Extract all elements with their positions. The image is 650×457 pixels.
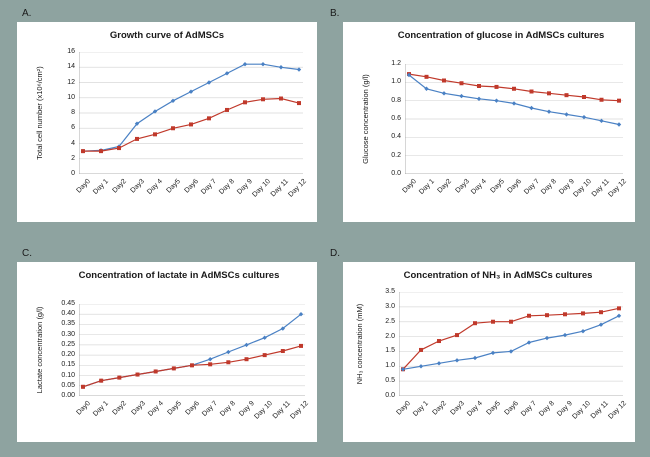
x-tick-label: Day 4: [146, 178, 164, 196]
plot-svg: [79, 52, 303, 174]
x-tick-label: Day 7: [522, 178, 541, 196]
x-tick-label: Day 10: [251, 178, 272, 199]
plot-area: [79, 304, 305, 396]
y-tick-label: 4: [71, 139, 75, 147]
x-tick-label: Day0: [395, 400, 412, 417]
data-point-red: [509, 320, 513, 324]
x-tick-label: Day5: [485, 400, 502, 417]
data-point-blue: [529, 106, 533, 110]
series-line-red: [403, 308, 619, 369]
plot-svg: [399, 292, 623, 396]
y-tick-label: 3.0: [385, 302, 395, 310]
data-point-blue: [564, 112, 568, 116]
data-point-blue: [494, 98, 498, 102]
x-tick-label: Day 8: [218, 178, 236, 196]
x-tick-label: Day 1: [417, 178, 436, 196]
x-tick-label: Day 9: [237, 400, 256, 418]
data-point-blue: [208, 357, 212, 361]
data-point-blue: [617, 314, 621, 318]
x-tick-label: Day0: [75, 400, 92, 417]
y-tick-label: 0.0: [385, 392, 395, 399]
y-tick-label: 0.6: [391, 115, 401, 122]
data-point-red: [171, 126, 175, 130]
data-point-red: [172, 366, 176, 370]
plot-area: [79, 52, 303, 174]
x-tick-label: Day2: [111, 400, 129, 417]
panel-a: [17, 22, 317, 222]
y-tick-label: 12: [67, 78, 75, 86]
data-point-red: [279, 97, 283, 101]
data-point-blue: [512, 101, 516, 105]
x-tick-label: Day 4: [466, 400, 484, 418]
data-point-blue: [279, 65, 283, 69]
x-tick-label: Day3: [449, 400, 466, 417]
y-tick-label: 6: [71, 124, 75, 132]
x-tick-label: Day 10: [571, 400, 592, 421]
x-tick-label: Day3: [453, 178, 471, 195]
data-point-red: [153, 132, 157, 136]
x-tick-label: Day 12: [607, 178, 628, 199]
x-tick-label: Day 11: [271, 400, 292, 421]
y-axis-title: NH₃ concentration (mM): [355, 303, 364, 385]
x-tick-label: Day6: [184, 400, 201, 417]
y-tick-label: 0.2: [391, 151, 401, 159]
data-point-red: [207, 116, 211, 120]
x-tick-label: Day 12: [607, 400, 628, 421]
data-point-blue: [459, 94, 463, 98]
series-line-blue: [83, 314, 301, 387]
data-point-red: [460, 81, 464, 85]
data-point-red: [530, 90, 534, 94]
y-tick-label: 0.45: [61, 300, 75, 307]
data-point-red: [261, 97, 265, 101]
x-tick-label: Day 1: [92, 178, 110, 196]
y-tick-label: 1.5: [385, 347, 395, 355]
x-tick-label: Day2: [111, 178, 128, 195]
x-tick-label: Day 7: [520, 400, 538, 418]
data-point-blue: [207, 80, 211, 84]
x-tick-label: Day0: [401, 178, 418, 195]
y-tick-label: 0.8: [391, 96, 401, 104]
y-tick-label: 0.20: [61, 351, 75, 359]
y-tick-label: 0.35: [61, 320, 75, 328]
data-point-red: [545, 313, 549, 317]
x-tick-label: Day 11: [589, 400, 610, 421]
x-tick-label: Day 12: [289, 400, 310, 421]
x-tick-label: Day 8: [538, 400, 556, 418]
y-tick-label: 1.0: [391, 78, 401, 86]
y-tick-label: 3.5: [385, 288, 395, 295]
x-tick-label: Day 1: [412, 400, 430, 418]
data-point-blue: [262, 336, 266, 340]
panel-label-b: B.: [330, 8, 340, 19]
x-tick-label: Day 7: [200, 178, 218, 196]
data-point-red: [425, 75, 429, 79]
data-point-red: [455, 333, 459, 337]
data-point-blue: [419, 364, 423, 368]
y-tick-label: 2: [71, 154, 75, 162]
data-point-blue: [442, 91, 446, 95]
x-tick-label: Day6: [183, 178, 200, 195]
y-tick-label: 0.40: [61, 310, 75, 318]
data-point-red: [491, 320, 495, 324]
chart-title-b: Concentration of glucose in AdMSCs cultures: [397, 30, 605, 41]
data-point-red: [99, 149, 103, 153]
data-point-red: [225, 108, 229, 112]
x-tick-label: Day5: [488, 178, 506, 195]
data-point-red: [99, 379, 103, 383]
data-point-red: [81, 149, 85, 153]
data-point-red: [299, 344, 303, 348]
data-point-red: [527, 314, 531, 318]
data-point-blue: [509, 349, 513, 353]
chart-title-d: Concentration of NH₃ in AdMSCs cultures: [403, 270, 593, 281]
x-tick-label: Day 11: [590, 178, 611, 199]
data-point-blue: [581, 329, 585, 333]
data-point-red: [135, 137, 139, 141]
data-point-blue: [547, 109, 551, 113]
data-point-red: [243, 100, 247, 104]
data-point-red: [281, 349, 285, 353]
y-tick-label: 0.25: [61, 340, 75, 348]
y-tick-label: 0.05: [61, 381, 75, 389]
y-tick-label: 1.0: [385, 362, 395, 370]
x-tick-label: Day0: [75, 178, 92, 195]
data-point-red: [245, 357, 249, 361]
x-tick-label: Day 1: [92, 400, 111, 418]
panel-label-a: A.: [22, 8, 32, 19]
y-tick-label: 0.4: [391, 133, 401, 141]
data-point-red: [437, 339, 441, 343]
plot-area: [405, 64, 623, 174]
data-point-red: [512, 87, 516, 91]
x-tick-label: Day 10: [252, 400, 274, 421]
data-point-red: [190, 363, 194, 367]
data-point-red: [263, 353, 267, 357]
data-point-blue: [527, 340, 531, 344]
data-point-blue: [437, 361, 441, 365]
y-tick-label: 0.10: [61, 371, 75, 379]
x-tick-label: Day6: [503, 400, 520, 417]
data-point-red: [208, 362, 212, 366]
data-point-red: [617, 306, 621, 310]
x-tick-label: Day5: [166, 400, 183, 417]
chart-title-a: Growth curve of AdMSCs: [109, 30, 225, 41]
y-tick-label: 0.30: [61, 330, 75, 338]
x-tick-label: Day 12: [287, 178, 308, 199]
data-point-red: [81, 385, 85, 389]
data-point-blue: [297, 67, 301, 71]
data-point-red: [297, 101, 301, 105]
x-tick-label: Day6: [506, 178, 523, 195]
data-point-red: [563, 312, 567, 316]
data-point-red: [547, 91, 551, 95]
x-tick-label: Day 4: [146, 400, 165, 418]
x-tick-label: Day 7: [201, 400, 220, 418]
y-axis-title: Lactate concentration (g/l): [35, 306, 44, 394]
y-tick-label: 10: [67, 93, 75, 101]
data-point-red: [599, 310, 603, 314]
data-point-red: [565, 93, 569, 97]
data-point-blue: [617, 122, 621, 126]
y-axis-title: Glucose concentration (g/l): [361, 74, 370, 164]
panel-d: [343, 262, 635, 442]
data-point-red: [226, 360, 230, 364]
x-tick-label: Day 9: [557, 178, 576, 196]
x-tick-label: Day5: [165, 178, 182, 195]
panel-label-d: D.: [330, 248, 340, 259]
data-point-red: [189, 122, 193, 126]
panel-b: [343, 22, 635, 222]
data-point-blue: [261, 62, 265, 66]
plot-svg: [79, 304, 305, 396]
y-tick-label: 0.0: [391, 170, 401, 177]
y-tick-label: 0.15: [61, 361, 75, 369]
x-tick-label: Day3: [129, 178, 146, 195]
x-tick-label: Day 9: [556, 400, 574, 418]
data-point-red: [477, 84, 481, 88]
y-axis-title: Total cell number (x10⁶/cm²): [35, 66, 44, 160]
data-point-red: [600, 98, 604, 102]
data-point-red: [117, 146, 121, 150]
x-tick-label: Day 8: [219, 400, 238, 418]
data-point-red: [442, 79, 446, 83]
data-point-red: [117, 376, 121, 380]
data-point-blue: [243, 62, 247, 66]
data-point-red: [581, 311, 585, 315]
data-point-blue: [244, 343, 248, 347]
y-tick-label: 14: [67, 63, 75, 71]
data-point-red: [136, 373, 140, 377]
panel-c: [17, 262, 317, 442]
panel-label-c: C.: [22, 248, 32, 259]
x-tick-label: Day 4: [470, 178, 488, 196]
data-point-blue: [473, 356, 477, 360]
x-tick-label: Day 8: [540, 178, 558, 196]
y-tick-label: 8: [71, 109, 75, 116]
data-point-red: [154, 369, 158, 373]
plot-svg: [405, 64, 623, 174]
x-tick-label: Day 10: [572, 178, 593, 199]
data-point-red: [419, 348, 423, 352]
data-point-red: [582, 95, 586, 99]
chart-title-c: Concentration of lactate in AdMSCs cultures: [78, 270, 280, 281]
y-tick-label: 16: [67, 48, 75, 55]
data-point-blue: [226, 350, 230, 354]
data-point-red: [617, 99, 621, 103]
y-tick-label: 1.2: [391, 60, 401, 67]
data-point-blue: [225, 71, 229, 75]
y-tick-label: 0.5: [385, 377, 395, 385]
data-point-blue: [455, 358, 459, 362]
y-tick-label: 0.00: [61, 392, 75, 399]
x-tick-label: Day3: [129, 400, 147, 417]
data-point-red: [495, 85, 499, 89]
y-tick-label: 0: [71, 170, 75, 177]
y-tick-label: 2.0: [385, 332, 395, 340]
x-tick-label: Day 11: [269, 178, 290, 199]
data-point-red: [473, 321, 477, 325]
x-tick-label: Day2: [436, 178, 453, 195]
x-tick-label: Day 9: [236, 178, 254, 196]
data-point-blue: [189, 89, 193, 93]
series-line-blue: [83, 64, 299, 151]
plot-area: [399, 292, 623, 396]
data-point-blue: [599, 322, 603, 326]
x-tick-label: Day2: [431, 400, 448, 417]
y-tick-label: 2.5: [385, 317, 395, 325]
